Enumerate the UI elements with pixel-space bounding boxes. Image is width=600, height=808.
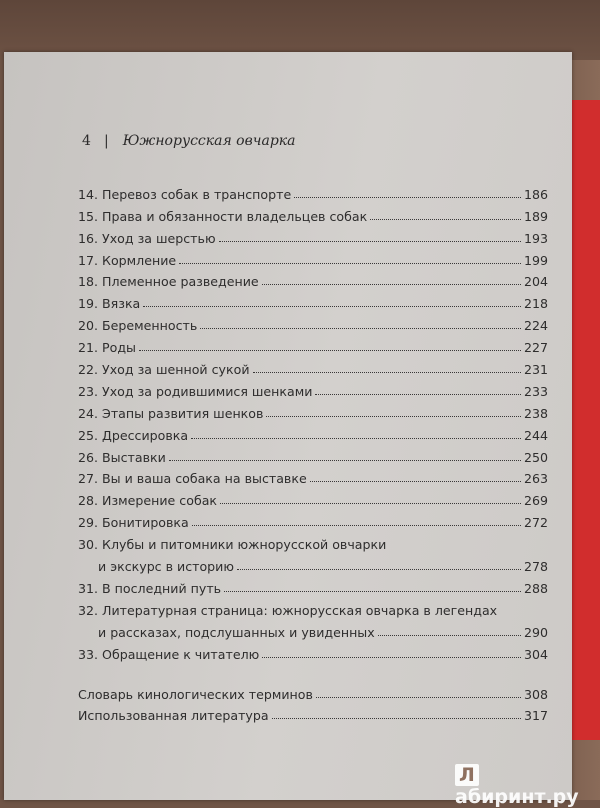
watermark-text: абиринт.ру xyxy=(455,786,579,808)
toc-entry-page: 288 xyxy=(523,580,548,596)
dot-leader xyxy=(219,241,521,242)
toc-entry xyxy=(78,399,548,421)
dot-leader xyxy=(220,503,521,504)
dot-leader xyxy=(262,284,521,285)
toc-entry-label: 22. Уход за шенной сукой xyxy=(78,362,250,378)
dot-leader xyxy=(272,718,521,719)
toc-entry-label: 25. Дрессировка xyxy=(78,427,189,443)
dot-leader xyxy=(378,635,521,636)
toc-entry-page: 238 xyxy=(523,405,548,421)
toc-entry-label: 18. Племенное разведение xyxy=(78,274,259,290)
running-head xyxy=(82,133,295,149)
header-separator: | xyxy=(104,133,109,149)
toc-entry-label: 17. Кормление xyxy=(78,252,177,268)
toc-entry-page: 233 xyxy=(523,383,548,399)
toc-entry-label: 33. Обращение к читателю xyxy=(78,646,260,662)
toc-entry xyxy=(78,224,548,246)
toc-entry xyxy=(78,377,548,399)
toc-entry xyxy=(78,596,548,640)
dot-leader xyxy=(192,525,521,526)
toc-entry-label: 16. Уход за шерстью xyxy=(78,230,216,246)
toc-entry-page: 186 xyxy=(523,186,548,202)
toc-entry-page: 218 xyxy=(523,296,548,312)
toc-entry xyxy=(78,530,548,574)
dot-leader xyxy=(262,657,521,658)
toc-entry-page: 244 xyxy=(523,427,548,443)
toc-entry-page: 263 xyxy=(523,471,548,487)
dot-leader xyxy=(224,591,521,592)
toc-entry xyxy=(78,246,548,268)
appendix-entry xyxy=(78,702,548,724)
toc-entry xyxy=(78,311,548,333)
toc-entry xyxy=(78,508,548,530)
toc-entry xyxy=(78,465,548,487)
dot-leader xyxy=(310,481,521,482)
labirint-watermark xyxy=(455,764,600,808)
toc-entry-label: 15. Права и обязанности владельцев собак xyxy=(78,208,368,224)
dot-leader xyxy=(139,350,521,351)
toc-entry-page: 193 xyxy=(523,230,548,246)
toc-entry-label: 23. Уход за родившимися шенками xyxy=(78,383,313,399)
dot-leader xyxy=(266,416,521,417)
table-of-contents xyxy=(78,180,548,723)
toc-entry xyxy=(78,180,548,202)
dot-leader xyxy=(316,697,521,698)
toc-entry-label: 21. Роды xyxy=(78,340,136,356)
appendix-entry-label: Использованная литература xyxy=(78,708,269,724)
toc-entry-label: 27. Вы и ваша собака на выставке xyxy=(78,471,307,487)
toc-entry-label: 30. Клубы и питомники южнорусской овчарки xyxy=(78,537,387,553)
toc-entry xyxy=(78,289,548,311)
background-top xyxy=(0,0,600,60)
section-gap xyxy=(78,662,548,680)
toc-entry-page: 272 xyxy=(523,515,548,531)
dot-leader xyxy=(179,263,521,264)
toc-entry-label: 28. Измерение собак xyxy=(78,493,218,509)
toc-entry xyxy=(78,443,548,465)
toc-entry-label: 32. Литературная страница: южнорусская овчарка в легендах xyxy=(78,602,498,618)
toc-entry-page: 304 xyxy=(523,646,548,662)
dot-leader xyxy=(370,219,521,220)
toc-entry-label: 31. В последний путь xyxy=(78,580,222,596)
toc-entry-label: 24. Этапы развития шенков xyxy=(78,405,264,421)
toc-entry xyxy=(78,333,548,355)
red-book-edge xyxy=(568,100,600,740)
toc-entry-page: 231 xyxy=(523,362,548,378)
toc-entry-label: 14. Перевоз собак в транспорте xyxy=(78,186,292,202)
dot-leader xyxy=(294,197,521,198)
toc-entry-label: 29. Бонитировка xyxy=(78,515,189,531)
toc-entry-label-continued: и рассказах, подслушанных и увиденных xyxy=(98,624,375,640)
appendix-entry xyxy=(78,680,548,702)
toc-entry xyxy=(78,202,548,224)
toc-entry-page: 189 xyxy=(523,208,548,224)
toc-entry-page: 227 xyxy=(523,340,548,356)
dot-leader xyxy=(315,394,521,395)
toc-entry xyxy=(78,574,548,596)
toc-entry-page: 204 xyxy=(523,274,548,290)
toc-entry xyxy=(78,486,548,508)
toc-entry-label: 26. Выставки xyxy=(78,449,166,465)
running-title: Южнорусская овчарка xyxy=(122,133,296,149)
toc-entry xyxy=(78,640,548,662)
dot-leader xyxy=(169,460,521,461)
page-number: 4 xyxy=(82,133,91,149)
toc-entry-label-continued: и экскурс в историю xyxy=(98,559,234,575)
appendix-entry-label: Словарь кинологических терминов xyxy=(78,686,313,702)
toc-entry-page: 250 xyxy=(523,449,548,465)
dot-leader xyxy=(191,438,521,439)
toc-entry-page: 269 xyxy=(523,493,548,509)
toc-entry xyxy=(78,355,548,377)
toc-entry-label: 19. Вязка xyxy=(78,296,141,312)
dot-leader xyxy=(200,328,521,329)
dot-leader xyxy=(143,306,521,307)
toc-entry xyxy=(78,268,548,290)
toc-entry-page: 224 xyxy=(523,318,548,334)
toc-entry-page: 199 xyxy=(523,252,548,268)
toc-entry xyxy=(78,421,548,443)
toc-entry-page: 278 xyxy=(523,559,548,575)
appendix-entry-page: 308 xyxy=(523,686,548,702)
toc-entry-page: 290 xyxy=(523,624,548,640)
toc-entry-label: 20. Беременность xyxy=(78,318,198,334)
dot-leader xyxy=(253,372,521,373)
watermark-logo-letter: Л xyxy=(455,764,479,786)
appendix-entry-page: 317 xyxy=(523,708,548,724)
dot-leader xyxy=(237,569,521,570)
